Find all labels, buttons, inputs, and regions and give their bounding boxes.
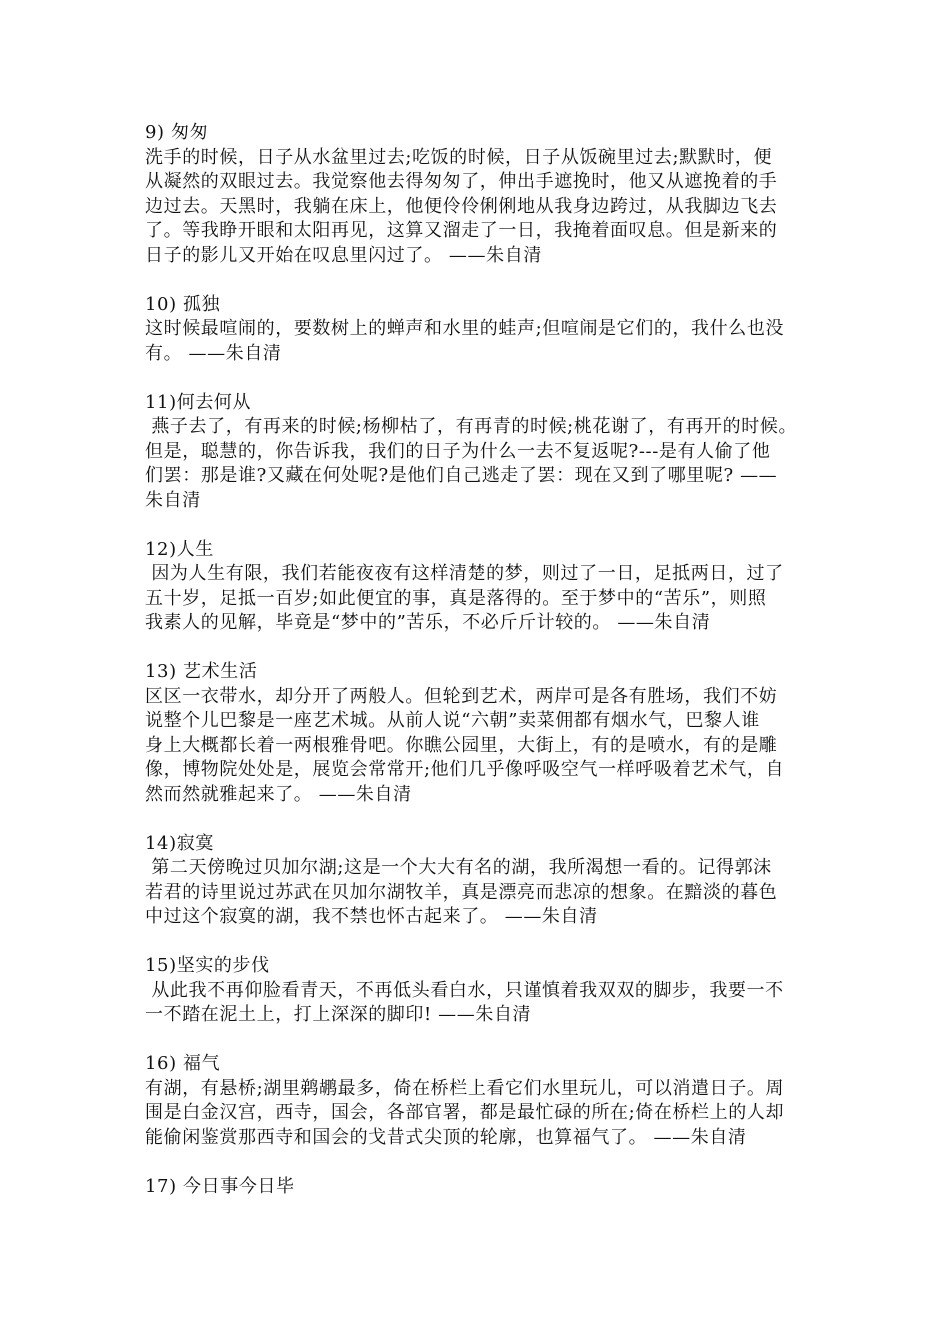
section-16 (145, 1052, 825, 1150)
paragraph-line: 一不踏在泥土上，打上深深的脚印! ——朱自清 (145, 1004, 532, 1025)
paragraph-line: 这时候最喧闹的，要数树上的蝉声和水里的蛙声;但喧闹是它们的，我什么也没 (145, 318, 785, 339)
paragraph-line: 燕子去了，有再来的时候;杨柳枯了，有再青的时候;桃花谢了，有再开的时候。 (145, 416, 798, 437)
paragraph-line: 有。 ——朱自清 (145, 342, 282, 364)
paragraph-line: 但是，聪慧的，你告诉我，我们的日子为什么一去不复返呢?---是有人偷了他 (145, 440, 771, 462)
section-heading: 16) 福气 (145, 1053, 221, 1074)
section-heading: 12)人生 (145, 538, 214, 560)
paragraph-line: 五十岁，足抵一百岁;如此便宜的事，真是落得的。至于梦中的“苦乐”，则照 (145, 587, 767, 609)
section-heading: 9) 匆匆 (145, 122, 209, 143)
section-9 (145, 121, 825, 268)
section-heading: 11)何去何从 (145, 391, 252, 413)
section-heading: 14)寂寞 (145, 832, 214, 854)
section-13 (145, 660, 825, 807)
paragraph-line: 日子的影儿又开始在叹息里闪过了。 ——朱自清 (145, 244, 542, 266)
section-11 (145, 391, 825, 514)
section-12 (145, 538, 825, 636)
paragraph-line: 边过去。天黑时，我躺在床上，他便伶伶俐俐地从我身边跨过，从我脚边飞去 (145, 195, 778, 217)
paragraph-line: 像，博物院处处是，展览会常常开;他们几乎像呼吸空气一样呼吸着艺术气，自 (145, 759, 785, 780)
paragraph-line: 然而然就雅起来了。 ——朱自清 (145, 783, 412, 805)
section-10 (145, 293, 825, 367)
section-15 (145, 954, 825, 1028)
paragraph-line: 中过这个寂寞的湖，我不禁也怀古起来了。 ——朱自清 (145, 906, 598, 927)
paragraph-line: 从此我不再仰脸看青天，不再低头看白水，只谨慎着我双双的脚步，我要一不 (145, 979, 784, 1001)
section-heading: 10) 孤独 (145, 293, 221, 315)
paragraph-line: 有湖，有悬桥;湖里鹈鹕最多，倚在桥栏上看它们水里玩儿，可以消遣日子。周 (145, 1077, 785, 1099)
paragraph-line: 区区一衣带水，却分开了两般人。但轮到艺术，两岸可是各有胜场，我们不妨 (145, 685, 778, 707)
section-14 (145, 832, 825, 930)
document-page (145, 121, 825, 1224)
section-heading: 15)坚实的步伐 (145, 955, 270, 976)
section-17 (145, 1175, 825, 1200)
paragraph-line: 若君的诗里说过苏武在贝加尔湖牧羊，真是漂亮而悲凉的想象。在黯淡的暮色 (145, 881, 778, 903)
paragraph-line: 第二天傍晚过贝加尔湖;这是一个大大有名的湖，我所渴想一看的。记得郭沫 (145, 857, 772, 878)
paragraph-line: 我素人的见解，毕竟是“梦中的”苦乐，不必斤斤计较的。 ——朱自清 (145, 612, 711, 633)
paragraph-line: 们罢：那是谁?又藏在何处呢?是他们自己逃走了罢：现在又到了哪里呢? —— (145, 465, 778, 486)
paragraph-line: 围是白金汉宫，西寺，国会，各部官署，都是最忙碌的所在;倚在桥栏上的人却 (145, 1102, 785, 1123)
paragraph-line: 身上大概都长着一两根雅骨吧。你瞧公园里，大街上，有的是喷水，有的是雕 (145, 734, 778, 756)
paragraph-line: 说整个儿巴黎是一座艺术城。从前人说“六朝”卖菜佣都有烟水气，巴黎人谁 (145, 710, 760, 731)
paragraph-line: 了。等我睁开眼和太阳再见，这算又溜走了一日，我掩着面叹息。但是新来的 (145, 220, 778, 241)
paragraph-line: 从凝然的双眼过去。我觉察他去得匆匆了，伸出手遮挽时，他又从遮挽着的手 (145, 171, 778, 192)
paragraph-line: 洗手的时候，日子从水盆里过去;吃饭的时候，日子从饭碗里过去;默默时，便 (145, 146, 773, 168)
section-heading: 13) 艺术生活 (145, 661, 258, 682)
paragraph-line: 能偷闲鉴赏那西寺和国会的戈昔式尖顶的轮廓，也算福气了。 ——朱自清 (145, 1126, 747, 1148)
paragraph-line: 朱自清 (145, 489, 201, 511)
paragraph-line: 因为人生有限，我们若能夜夜有这样清楚的梦，则过了一日，足抵两日，过了 (145, 563, 784, 584)
section-heading: 17) 今日事今日毕 (145, 1175, 295, 1197)
